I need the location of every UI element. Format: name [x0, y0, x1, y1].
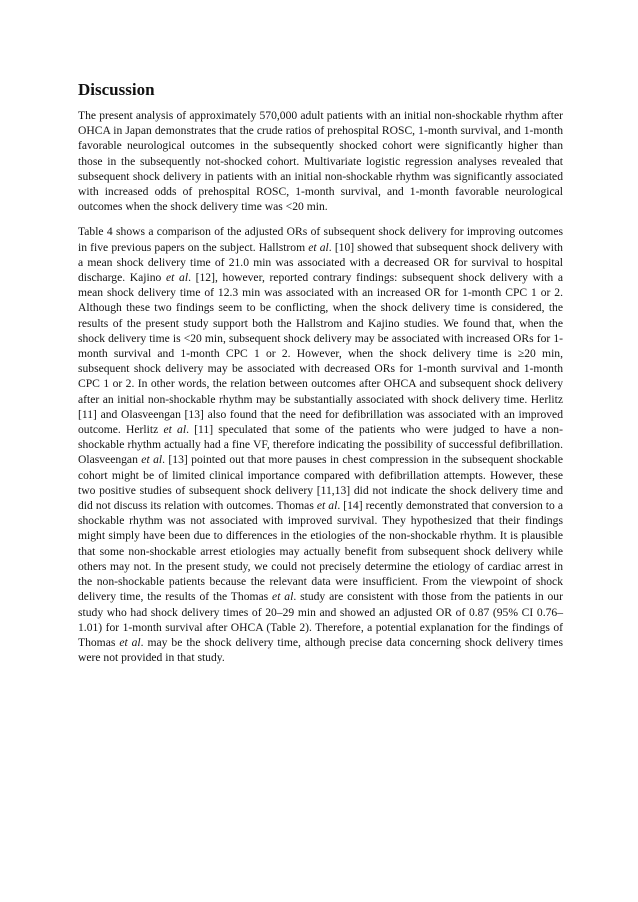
et-al-thomas-1: et al: [316, 499, 338, 513]
p2-segment-5: . [13] pointed out that more pauses in chest compression in the subsequent shockable cohort might be of limited clinical importance compared with defibrillation attempts. However, these two positive studies of subsequent shock delivery [11,13] did not indicate the shock delivery time and did not discuss its relation with outcomes. Thomas: [78, 453, 563, 513]
p2-segment-4: . [11] speculated that some of the patients who were judged to have a non-shockable rhythm actually had a fine VF, therefore indicating the possibility of successful defibrillation. Olasveengan: [78, 423, 563, 467]
p2-segment-3: . [12], however, reported contrary findings: subsequent shock delivery with a mean shock delivery time of 12.3 min was associated with an increased OR for 1-month CPC 1 or 2. Although these two findings seem to be conflicting, when the shock delivery time is considered, the results of the present study support both the Hallstrom and Kajino studies. We found that, when the shock delivery time is <20 min, subsequent shock delivery may be associated with increased ORs for 1-month survival and 1-month CPC 1 or 2. However, when the shock delivery time is ≥20 min, subsequent shock delivery may be associated with decreased ORs for 1-month survival and 1-month CPC 1 or 2. In other words, the relation between outcomes after OHCA and subsequent shock delivery after an initial non-shockable rhythm may be substantially associated with shock delivery time. Herlitz [11] and Olasveengan [13] also found that the need for defibrillation was associated with an improved outcome. Herlitz: [78, 271, 564, 437]
et-al-olasveengan: et al: [141, 453, 163, 467]
et-al-thomas-3: et al: [119, 635, 141, 649]
et-al-kajino: et al: [166, 271, 189, 285]
paper-page: [78, 80, 563, 675]
et-al-thomas-2: et al: [272, 590, 294, 604]
et-al-hallstrom: et al: [308, 240, 329, 254]
p2-segment-1: Table 4 shows a comparison of the adjusted ORs of subsequent shock delivery for improving outcomes in five previous papers on the subject. Hallstrom: [78, 225, 563, 254]
p2-segment-7: . study are consistent with those from the patients in our study who had shock delivery times of 20–29 min and showed an adjusted OR of 0.87 (95% CI 0.76–1.01) for 1-month survival after OHCA (Table 2). Therefore, a potential explanation for the findings of Thomas: [78, 590, 563, 649]
p2-segment-6: . [14] recently demonstrated that conversion to a shockable rhythm was not associated with improved survival. They hypothesized that their findings might simply have been due to differences in the etiologies of the non-shockable rhythm. It is plausible that some non-shockable arrest etiologies may actually benefit from subsequent shock delivery while others may not. In the present study, we could not precisely determine the etiology of cardiac arrest in the non-shockable patients because the relevant data were insufficient. From the viewpoint of shock delivery time, the results of the Thomas: [78, 499, 563, 604]
p2-segment-8: . may be the shock delivery time, although precise data concerning shock delivery times were not provided in that study.: [78, 635, 563, 665]
paragraph-2: [78, 224, 563, 665]
p2-segment-2: . [10] showed that subsequent shock delivery with a mean shock delivery time of 21.0 min was associated with a decreased OR for survival to hospital discharge. Kajino: [78, 240, 563, 285]
et-al-herlitz: et al: [163, 423, 187, 437]
section-heading: Discussion: [78, 80, 155, 99]
paragraph-1: The present analysis of approximately 570,000 adult patients with an initial non-shockable rhythm after OHCA in Japan demonstrates that the crude ratios of prehospital ROSC, 1-month survival, and 1-month favorable neurological outcomes in the subsequently shocked cohort were significantly higher than those in the subsequently not-shocked cohort. Multivariate logistic regression analyses revealed that subsequent shock delivery in patients with an initial non-shockable rhythm was significantly associated with increased odds of prehospital ROSC, 1-month survival, and 1-month favorable neurological outcomes when the shock delivery time was <20 min.: [78, 109, 563, 214]
